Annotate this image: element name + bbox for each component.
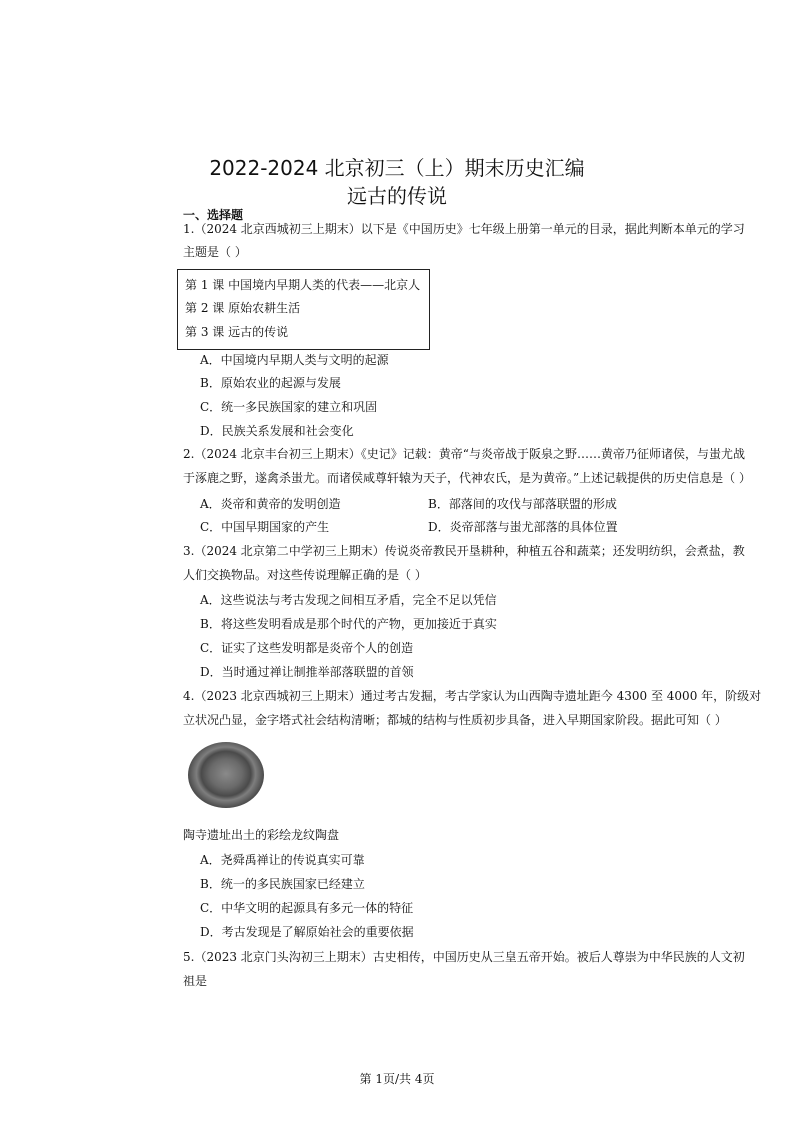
q2-option-d[interactable]: D．炎帝部落与蚩尤部落的具体位置 <box>428 520 618 534</box>
page-number: 第 1页/共 4页 <box>359 1072 435 1086</box>
q3-stem-line2: 人们交换物品。对这些传说理解正确的是（ ） <box>183 568 427 582</box>
q4-stem-line1: 4.（2023 北京西城初三上期末）通过考古发掘，考古学家认为山西陶寺遗址距今 4300 至 4000 年，阶级对 <box>183 689 762 703</box>
q3-option-b[interactable]: B．将这些发明看成是那个时代的产物，更加接近于真实 <box>200 617 497 631</box>
q2-stem-line1: 2.（2024 北京丰台初三上期末）《史记》记载：黄帝“与炎帝战于阪泉之野……黄帝乃征师诸侯，与蚩尤战 <box>183 447 745 461</box>
q4-image-caption: 陶寺遗址出土的彩绘龙纹陶盘 <box>183 828 340 842</box>
q2-option-c[interactable]: C．中国早期国家的产生 <box>200 520 330 534</box>
q4-option-a[interactable]: A．尧舜禹禅让的传说真实可靠 <box>200 853 365 867</box>
q1-option-d[interactable]: D．民族关系发展和社会变化 <box>200 424 354 438</box>
document-title: 2022-2024 北京初三（上）期末历史汇编 <box>209 156 585 180</box>
q2-option-a[interactable]: A．炎帝和黄帝的发明创造 <box>200 497 341 511</box>
q1-option-c[interactable]: C．统一多民族国家的建立和巩固 <box>200 400 378 414</box>
q4-option-d[interactable]: D．考古发现是了解原始社会的重要依据 <box>200 925 414 939</box>
q5-stem-line2: 祖是 <box>183 974 208 988</box>
q4-option-c[interactable]: C．中华文明的起源具有多元一体的特征 <box>200 901 414 915</box>
q3-option-d[interactable]: D．当时通过禅让制推举部落联盟的首领 <box>200 665 414 679</box>
q1-option-b[interactable]: B．原始农业的起源与发展 <box>200 376 341 390</box>
q2-stem-line2: 于涿鹿之野，遂禽杀蚩尤。而诸侯咸尊轩辕为天子，代神农氏，是为黄帝。”上述记载提供的历史信息是（ ） <box>183 471 751 485</box>
toc-lesson-1: 第 1 课 中国境内早期人类的代表——北京人 <box>185 278 421 292</box>
q3-option-c[interactable]: C．证实了这些发明都是炎帝个人的创造 <box>200 641 414 655</box>
q3-option-a[interactable]: A．这些说法与考古发现之间相互矛盾，完全不足以凭信 <box>200 593 497 607</box>
q1-stem-line1: 1.（2024 北京西城初三上期末）以下是《中国历史》七年级上册第一单元的目录，据此判断本单元的学习 <box>183 222 745 236</box>
q1-table-of-contents <box>177 269 430 350</box>
q1-option-a[interactable]: A．中国境内早期人类与文明的起源 <box>200 353 389 367</box>
q2-option-b[interactable]: B．部落间的攻伐与部落联盟的形成 <box>428 497 617 511</box>
q3-stem-line1: 3.（2024 北京第二中学初三上期末）传说炎帝教民开垦耕种，种植五谷和蔬菜；还发明纺织，会煮盐，教 <box>183 544 745 558</box>
painted-dragon-plate-image <box>188 742 264 808</box>
document-subtitle: 远古的传说 <box>347 184 447 208</box>
section-heading: 一、选择题 <box>183 208 244 222</box>
toc-lesson-2: 第 2 课 原始农耕生活 <box>185 301 301 315</box>
q4-stem-line2: 立状况凸显，金字塔式社会结构清晰；都城的结构与性质初步具备，进入早期国家阶段。据此可知（ ） <box>183 713 727 727</box>
q5-stem-line1: 5.（2023 北京门头沟初三上期末）古史相传，中国历史从三皇五帝开始。被后人尊崇为中华民族的人文初 <box>183 950 745 964</box>
toc-lesson-3: 第 3 课 远古的传说 <box>185 325 289 339</box>
q1-stem-line2: 主题是（ ） <box>183 245 247 259</box>
q4-option-b[interactable]: B．统一的多民族国家已经建立 <box>200 877 365 891</box>
